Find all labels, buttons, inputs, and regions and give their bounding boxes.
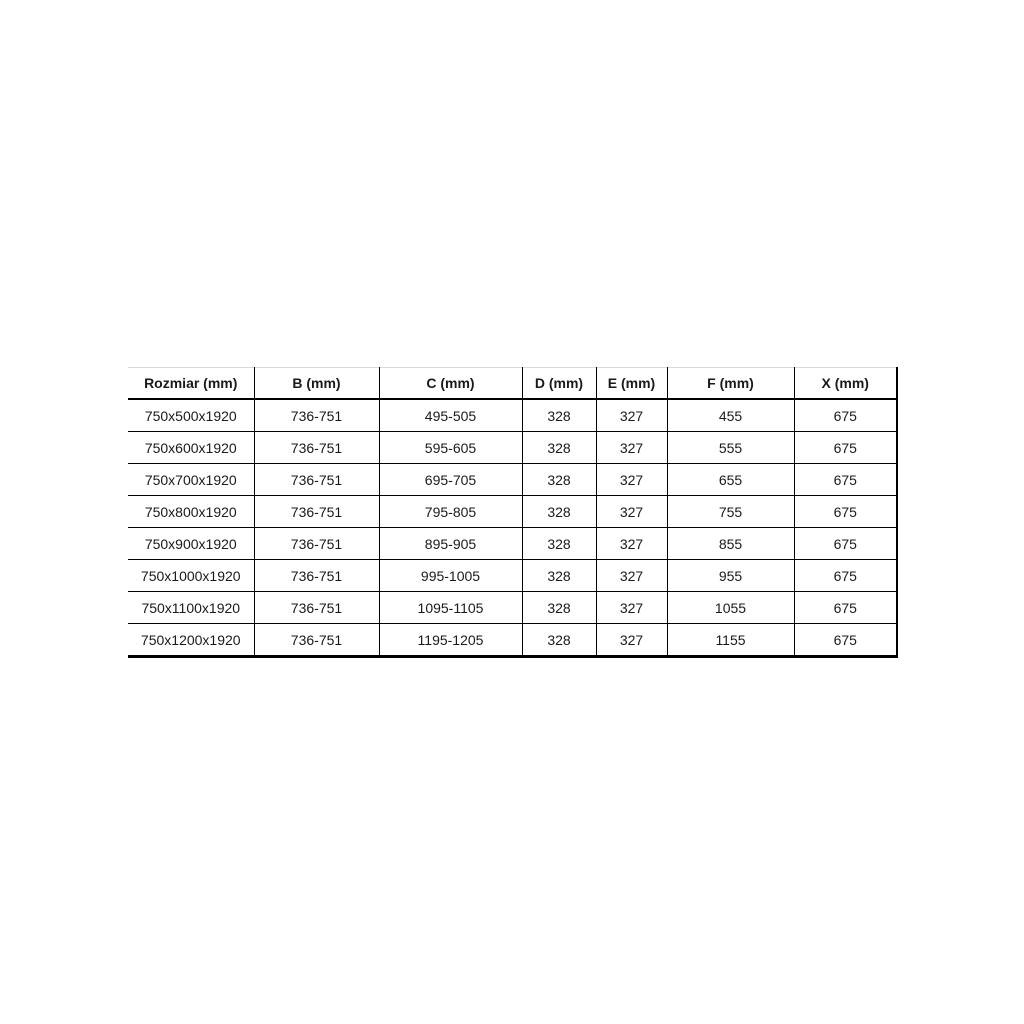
table-cell: 595-605 xyxy=(379,432,522,464)
table-cell: 750x1200x1920 xyxy=(128,624,254,657)
table-cell: 675 xyxy=(794,592,897,624)
table-cell: 736-751 xyxy=(254,496,379,528)
table-cell: 328 xyxy=(522,592,596,624)
table-head xyxy=(128,368,897,400)
table-cell: 736-751 xyxy=(254,432,379,464)
table-cell: 675 xyxy=(794,624,897,657)
table-cell: 327 xyxy=(596,399,667,432)
table-cell: 328 xyxy=(522,560,596,592)
table-cell: 675 xyxy=(794,496,897,528)
table-cell: 736-751 xyxy=(254,624,379,657)
table-cell: 736-751 xyxy=(254,399,379,432)
table-cell: 328 xyxy=(522,432,596,464)
table-cell: 736-751 xyxy=(254,528,379,560)
table-body xyxy=(128,399,897,657)
table-cell: 895-905 xyxy=(379,528,522,560)
column-header: C (mm) xyxy=(379,368,522,400)
table-cell: 327 xyxy=(596,496,667,528)
table-cell: 455 xyxy=(667,399,794,432)
column-header: E (mm) xyxy=(596,368,667,400)
column-header: F (mm) xyxy=(667,368,794,400)
table-cell: 1055 xyxy=(667,592,794,624)
column-header: Rozmiar (mm) xyxy=(128,368,254,400)
table-cell: 736-751 xyxy=(254,560,379,592)
table-cell: 328 xyxy=(522,464,596,496)
table-cell: 328 xyxy=(522,624,596,657)
table-cell: 1195-1205 xyxy=(379,624,522,657)
table-cell: 750x500x1920 xyxy=(128,399,254,432)
table-cell: 495-505 xyxy=(379,399,522,432)
table-row xyxy=(128,432,897,464)
table-cell: 750x1100x1920 xyxy=(128,592,254,624)
table-cell: 695-705 xyxy=(379,464,522,496)
table-cell: 855 xyxy=(667,528,794,560)
column-header: B (mm) xyxy=(254,368,379,400)
table-cell: 995-1005 xyxy=(379,560,522,592)
table-row xyxy=(128,624,897,657)
size-spec-table xyxy=(128,367,898,658)
table-cell: 675 xyxy=(794,432,897,464)
table-cell: 675 xyxy=(794,464,897,496)
table-cell: 675 xyxy=(794,528,897,560)
table-cell: 675 xyxy=(794,560,897,592)
table-cell: 327 xyxy=(596,432,667,464)
table-cell: 736-751 xyxy=(254,592,379,624)
table-row xyxy=(128,560,897,592)
table-cell: 328 xyxy=(522,399,596,432)
table-cell: 755 xyxy=(667,496,794,528)
column-header: D (mm) xyxy=(522,368,596,400)
table-row xyxy=(128,496,897,528)
table-row xyxy=(128,464,897,496)
table-cell: 327 xyxy=(596,592,667,624)
table-cell: 327 xyxy=(596,624,667,657)
table-cell: 555 xyxy=(667,432,794,464)
table-cell: 955 xyxy=(667,560,794,592)
table-cell: 736-751 xyxy=(254,464,379,496)
table-cell: 750x700x1920 xyxy=(128,464,254,496)
header-row xyxy=(128,368,897,400)
table-cell: 327 xyxy=(596,464,667,496)
table-cell: 750x800x1920 xyxy=(128,496,254,528)
table-cell: 655 xyxy=(667,464,794,496)
table-cell: 1155 xyxy=(667,624,794,657)
table-cell: 675 xyxy=(794,399,897,432)
column-header: X (mm) xyxy=(794,368,897,400)
table-cell: 327 xyxy=(596,560,667,592)
table-row xyxy=(128,592,897,624)
size-spec-table-container xyxy=(128,367,898,658)
table-cell: 795-805 xyxy=(379,496,522,528)
table-cell: 327 xyxy=(596,528,667,560)
table-row xyxy=(128,399,897,432)
table-row xyxy=(128,528,897,560)
table-cell: 1095-1105 xyxy=(379,592,522,624)
table-cell: 328 xyxy=(522,496,596,528)
table-cell: 750x900x1920 xyxy=(128,528,254,560)
table-cell: 328 xyxy=(522,528,596,560)
table-cell: 750x600x1920 xyxy=(128,432,254,464)
table-cell: 750x1000x1920 xyxy=(128,560,254,592)
